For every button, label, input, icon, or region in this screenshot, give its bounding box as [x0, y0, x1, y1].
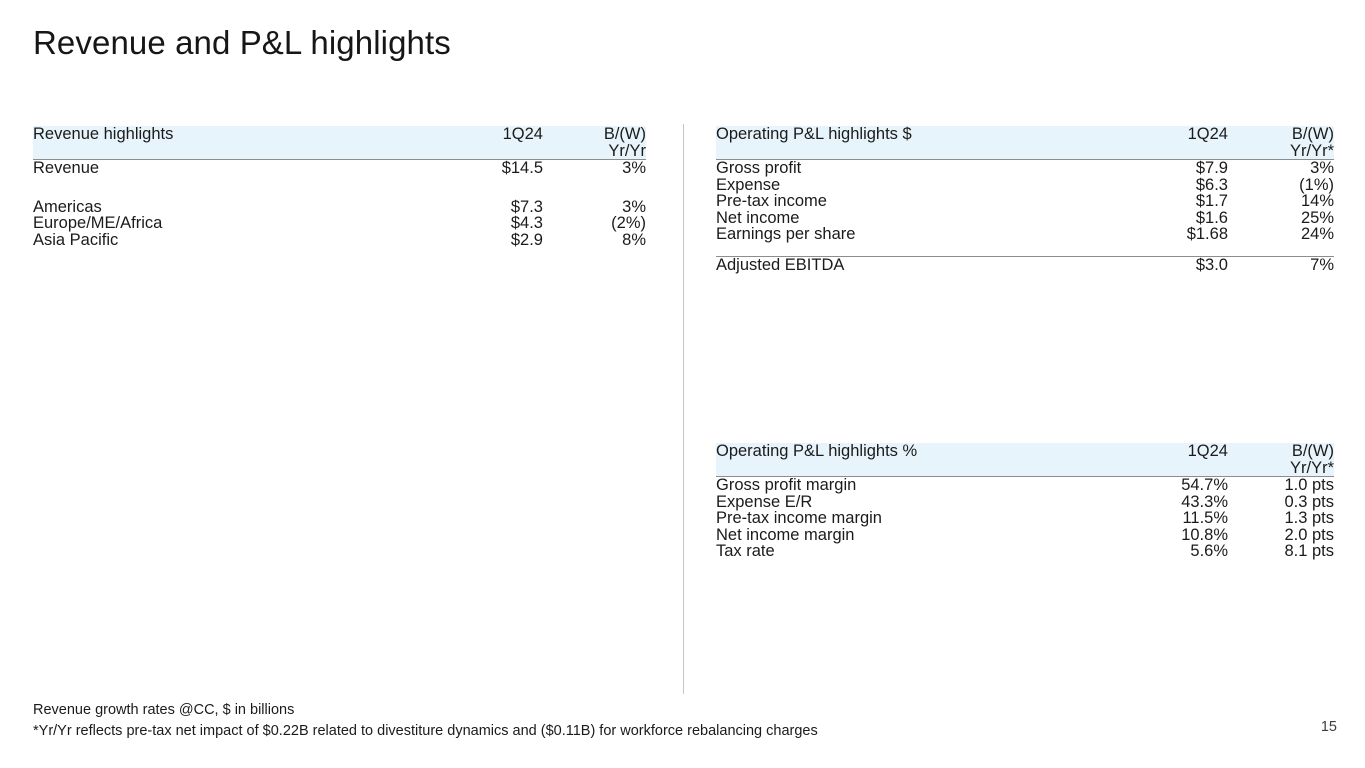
- operating-pl-percent-table: [716, 443, 1334, 560]
- table-header-row: [716, 126, 1334, 143]
- column-header-bw-line1: B/(W): [1228, 443, 1334, 460]
- row-value-period: 43.3%: [1181, 492, 1228, 511]
- table-row: [716, 543, 1334, 560]
- page-number: 15: [1320, 719, 1337, 735]
- row-value-bw: 3%: [622, 197, 646, 216]
- table-row: [716, 177, 1334, 194]
- row-value-period: $14.5: [501, 159, 543, 177]
- row-value-bw: 3%: [1310, 159, 1334, 177]
- row-label: Net income margin: [716, 525, 855, 544]
- table-row: [33, 160, 646, 177]
- column-header-period-sub: [1106, 460, 1228, 477]
- footnotes: [33, 700, 818, 742]
- row-value-bw: 1.0 pts: [1284, 476, 1334, 494]
- table-header-row: [716, 443, 1334, 460]
- table-header-subrow: [716, 460, 1334, 477]
- column-header-period: 1Q24: [1106, 126, 1228, 143]
- page-title: Revenue and P&L highlights: [33, 24, 451, 61]
- vertical-divider: [683, 124, 684, 694]
- column-header-period-sub: [423, 143, 543, 160]
- row-label: Expense E/R: [716, 492, 813, 511]
- operating-pl-dollars-table: [716, 126, 1334, 273]
- revenue-highlights-table: [33, 126, 646, 248]
- row-label: Pre-tax income margin: [716, 509, 882, 527]
- table-row: [716, 494, 1334, 511]
- column-header-period-sub: [1106, 143, 1228, 160]
- column-header-label-sub: [716, 460, 1106, 477]
- row-value-bw: 8.1 pts: [1284, 542, 1334, 560]
- row-value-period: 10.8%: [1181, 525, 1228, 544]
- row-label: Earnings per share: [716, 226, 1106, 256]
- column-header-bw-line1: B/(W): [1228, 126, 1334, 143]
- row-label: Europe/ME/Africa: [33, 214, 163, 232]
- row-value-period: $6.3: [1195, 175, 1228, 194]
- row-label: Americas: [33, 197, 102, 216]
- column-header-bw-line2: Yr/Yr*: [1228, 143, 1334, 160]
- table-row: [716, 510, 1334, 527]
- row-value-period: 11.5%: [1182, 509, 1228, 527]
- table-row: [716, 226, 1334, 256]
- row-value-period: 54.7%: [1181, 476, 1228, 494]
- table-header-subrow: [33, 143, 646, 160]
- row-label: Pre-tax income: [716, 192, 827, 210]
- table-row: [716, 210, 1334, 227]
- row-value-period: $4.3: [510, 214, 543, 232]
- row-value-period: $2.9: [510, 230, 543, 249]
- row-label: Expense: [716, 175, 781, 194]
- column-header-label-sub: [33, 143, 423, 160]
- column-header-label: Operating P&L highlights %: [716, 443, 1106, 460]
- table-header-subrow: [716, 143, 1334, 160]
- column-header-period: 1Q24: [1106, 443, 1228, 460]
- row-value-period: 5.6%: [1190, 542, 1228, 560]
- row-value-bw: 7%: [1310, 255, 1334, 274]
- row-label: Tax rate: [716, 542, 775, 560]
- row-value-bw: 14%: [1300, 192, 1334, 210]
- row-label: Gross profit margin: [716, 476, 857, 494]
- row-value-bw: 3%: [622, 159, 646, 177]
- table-header-row: [33, 126, 646, 143]
- table-row: [716, 527, 1334, 544]
- row-label: Asia Pacific: [33, 230, 119, 249]
- column-header-label-sub: [716, 143, 1106, 160]
- row-value-bw: (2%): [611, 214, 646, 232]
- row-value-bw: 0.3 pts: [1284, 492, 1334, 511]
- table-row: [716, 160, 1334, 177]
- table-row: [716, 256, 1334, 273]
- row-value-bw: 25%: [1300, 208, 1334, 227]
- footnote-line-2: *Yr/Yr reflects pre-tax net impact of $0.22B related to divestiture dynamics and ($0.11B) for workforce rebalancing charges: [33, 723, 818, 740]
- column-header-bw-line2: Yr/Yr: [543, 143, 646, 160]
- row-value-bw: 2.0 pts: [1284, 525, 1334, 544]
- table-row: [33, 215, 646, 232]
- table-row: [716, 193, 1334, 210]
- table-row: [33, 199, 646, 216]
- row-label: Revenue: [33, 159, 100, 177]
- footnote-line-1: Revenue growth rates @CC, $ in billions: [33, 702, 295, 718]
- column-header-bw-line1: B/(W): [543, 126, 646, 143]
- row-value-bw: (1%): [1299, 175, 1334, 194]
- column-header-period: 1Q24: [423, 126, 543, 143]
- row-value-period: $1.7: [1195, 192, 1228, 210]
- row-label: Gross profit: [716, 159, 802, 177]
- row-label: Adjusted EBITDA: [716, 255, 845, 274]
- spacer-cell: [33, 177, 646, 199]
- table-row: [33, 232, 646, 249]
- table-spacer-row: [33, 177, 646, 199]
- row-value-period: $1.6: [1195, 208, 1228, 227]
- column-header-label: Operating P&L highlights $: [716, 126, 1106, 143]
- column-header-bw-line2: Yr/Yr*: [1228, 460, 1334, 477]
- row-value-bw: 24%: [1228, 226, 1334, 256]
- row-label: Net income: [716, 208, 800, 227]
- row-value-period: $7.9: [1195, 159, 1228, 177]
- row-value-bw: 1.3 pts: [1284, 509, 1334, 527]
- column-header-label: Revenue highlights: [33, 126, 423, 143]
- table-row: [716, 477, 1334, 494]
- row-value-period: $3.0: [1195, 255, 1228, 274]
- row-value-period: $7.3: [510, 197, 543, 216]
- row-value-bw: 8%: [622, 230, 646, 249]
- row-value-period: $1.68: [1106, 226, 1228, 256]
